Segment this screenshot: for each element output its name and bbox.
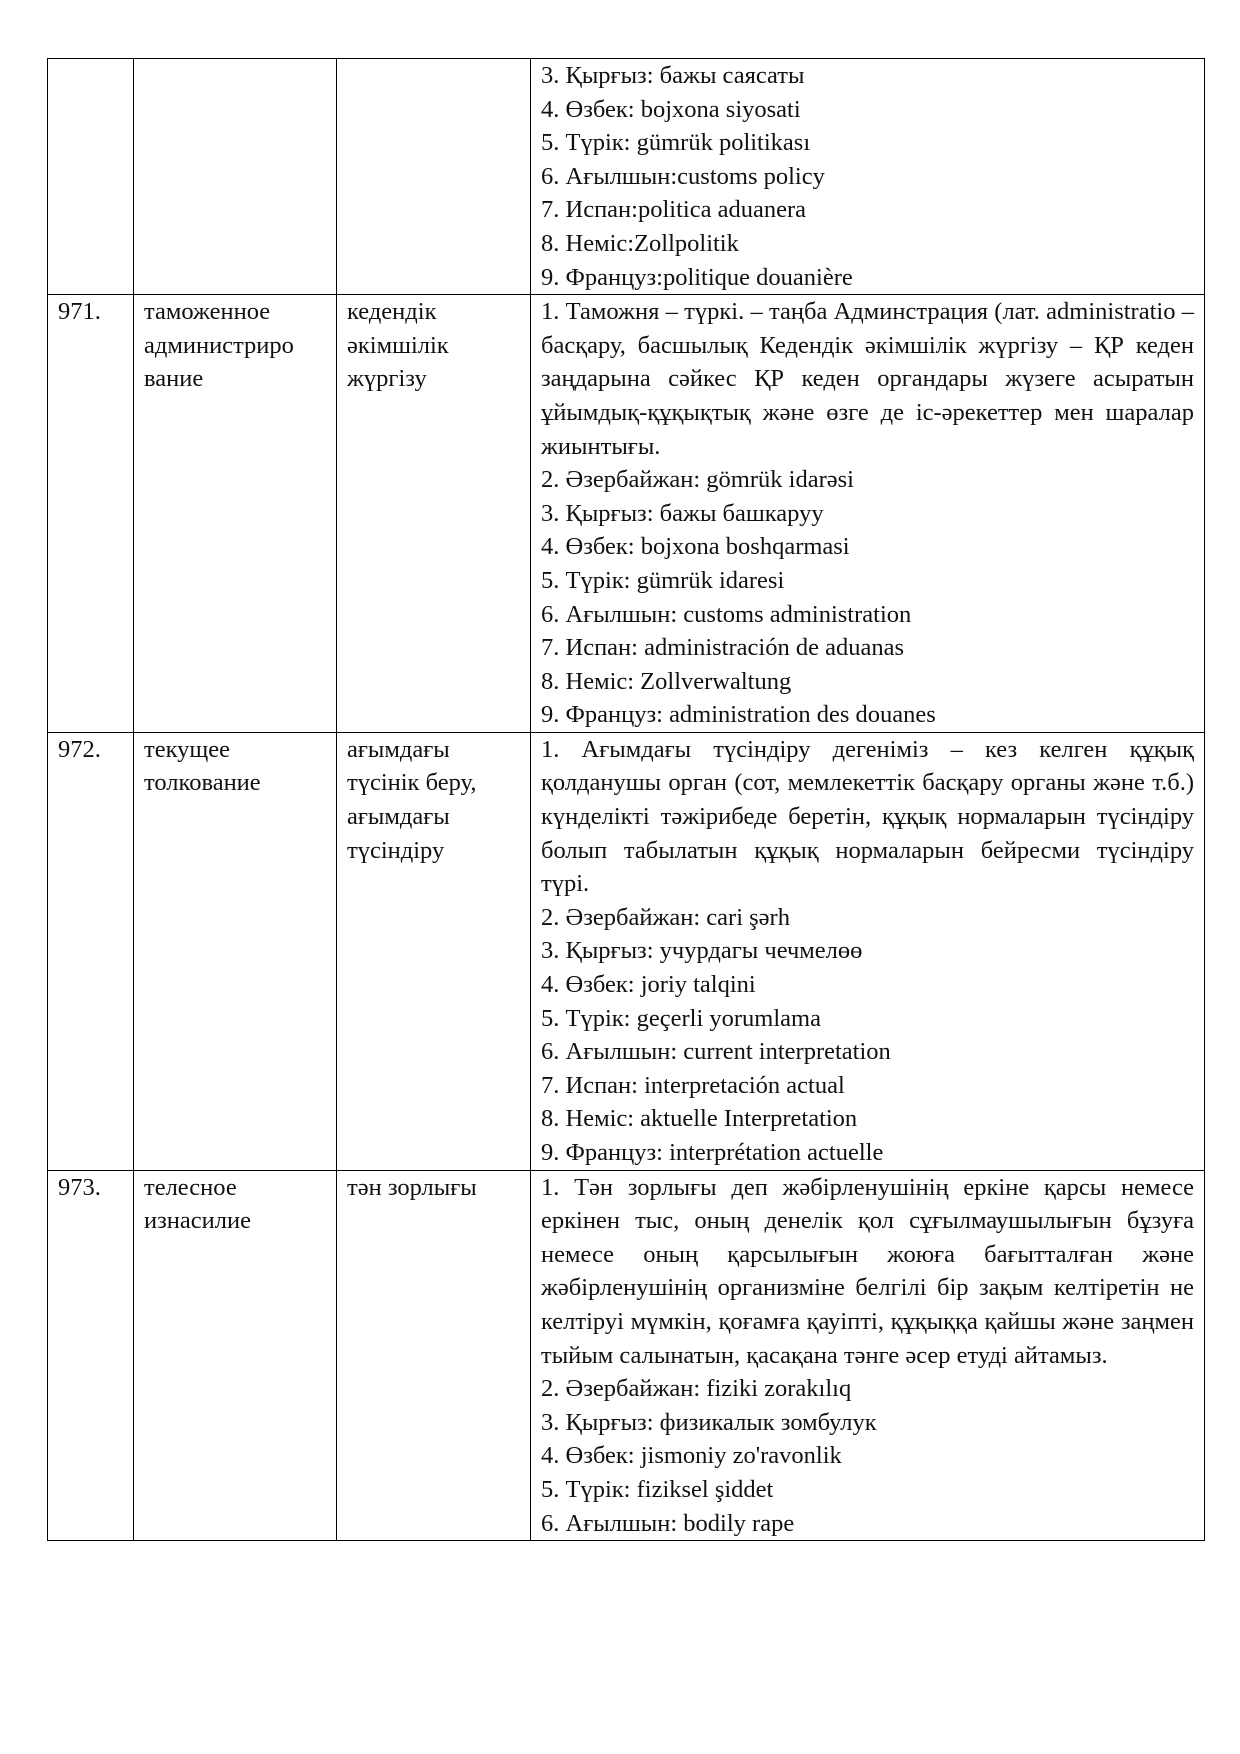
translation-line: 6. Ағылшын: bodily rape [541, 1509, 795, 1537]
kazakh-term-cell [337, 732, 531, 1170]
definition-cell [531, 1170, 1205, 1541]
translation-line: 4. Өзбек: bojxona siyosati [541, 95, 801, 123]
russian-term-line: таможенное [144, 298, 271, 326]
translation-line: 2. Әзербайжан: cari şərh [541, 903, 790, 931]
definition-text: 1. Таможня – түркі. – таңба Админстрация (лат. administratio – басқару, басшылық Кедендік әкімшілік жүргізу – ҚР кеден заңдарына сәйкес ҚР кеден органдары жүзеге асыратын ұйымдық-құқықтық және өзге де іс-әрекеттер мен шаралар жиынтығы. [541, 298, 1194, 460]
kazakh-term-line: түсінік беру, [347, 769, 477, 797]
term-number: 973. [58, 1173, 101, 1201]
translation-line: 5. Түрік: gümrük politikası [541, 129, 811, 157]
kazakh-term-line: ағымдағы [347, 803, 450, 831]
russian-term-line: вание [144, 365, 204, 393]
definition-cell [531, 59, 1205, 295]
translation-line: 3. Қырғыз: бажы саясаты [541, 62, 805, 89]
definition-text: 1. Тән зорлығы деп жәбірленушінің еркіне қарсы немесе еркінен тыс, оның денелік қол сұғылмаушылығын бұзуға немесе оның қарсылығын жоюға бағытталған және жәбірленушінің организміне белгілі бір зақым келтіретін не келтіруі мүмкін, қоғамға қауіпті, құқыққа қайшы және заңмен тыйым салынатын, қасақана тәнге әсер етуді айтамыз. [541, 1173, 1194, 1369]
kazakh-term-line: жүргізу [347, 365, 427, 393]
glossary-table [47, 58, 1205, 1541]
term-number-cell [48, 1170, 134, 1541]
russian-term-cell [134, 1170, 337, 1541]
document-page [47, 58, 1204, 1541]
translation-line: 2. Әзербайжан: gömrük idarəsi [541, 466, 854, 494]
russian-term-cell [134, 59, 337, 295]
kazakh-term-cell [337, 1170, 531, 1541]
russian-term-cell [134, 732, 337, 1170]
translation-line: 5. Түрік: geçerli yorumlama [541, 1004, 821, 1032]
russian-term-line: администриро [144, 331, 294, 359]
translation-line: 3. Қырғыз: физикалык зомбулук [541, 1408, 877, 1436]
translation-line: 3. Қырғыз: бажы башкаруу [541, 499, 824, 527]
definition-cell [531, 732, 1205, 1170]
kazakh-term-line: тән зорлығы [347, 1173, 477, 1201]
translation-line: 2. Әзербайжан: fiziki zorakılıq [541, 1375, 852, 1403]
translation-line: 7. Испан:politica aduanera [541, 196, 806, 224]
table-row [48, 59, 1205, 295]
term-number-cell [48, 732, 134, 1170]
definition-text: 1. Ағымдағы түсіндіру дегеніміз – кез келген құқық қолданушы орган (сот, мемлекеттік басқару органы және т.б.) күнделікті тәжірибеде беретін, құқық нормаларын түсіндіру болып табылатын құқық нормаларын бейресми түсіндіру түрі. [541, 735, 1194, 898]
russian-term-line: текущее [144, 735, 231, 763]
kazakh-term-line: әкімшілік [347, 331, 449, 359]
translation-line: 4. Өзбек: bojxona boshqarmasi [541, 533, 850, 561]
translation-line: 4. Өзбек: jismoniy zo'ravonlik [541, 1442, 842, 1470]
russian-term-cell [134, 295, 337, 733]
glossary-table-body [48, 59, 1205, 1541]
definition-cell [531, 295, 1205, 733]
translation-line: 8. Неміс:Zollpolitik [541, 229, 739, 257]
term-number: 972. [58, 735, 101, 763]
translation-line: 9. Француз: interprétation actuelle [541, 1139, 884, 1166]
translation-line: 5. Түрік: gümrük idaresi [541, 566, 785, 594]
translation-line: 7. Испан: administración de aduanas [541, 634, 904, 662]
table-row [48, 732, 1205, 1170]
kazakh-term-cell [337, 295, 531, 733]
translation-line: 6. Ағылшын: customs administration [541, 600, 912, 628]
term-number-cell [48, 295, 134, 733]
table-row [48, 1170, 1205, 1541]
translation-line: 8. Неміс: Zollverwaltung [541, 667, 792, 695]
translation-line: 9. Француз: administration des douanes [541, 701, 936, 729]
kazakh-term-line: түсіндіру [347, 836, 445, 864]
translation-line: 6. Ағылшын: current interpretation [541, 1038, 891, 1066]
translation-line: 8. Неміс: aktuelle Interpretation [541, 1105, 858, 1133]
russian-term-line: изнасилие [144, 1207, 251, 1235]
kazakh-term-cell [337, 59, 531, 295]
table-row [48, 295, 1205, 733]
translation-line: 4. Өзбек: joriy talqini [541, 971, 756, 999]
russian-term-line: толкование [144, 769, 261, 797]
term-number-cell [48, 59, 134, 295]
kazakh-term-line: кедендік [347, 298, 437, 326]
kazakh-term-line: ағымдағы [347, 735, 450, 763]
translation-line: 7. Испан: interpretación actual [541, 1071, 845, 1099]
term-number: 971. [58, 298, 101, 326]
translation-line: 3. Қырғыз: учурдагы чечмелөө [541, 937, 863, 965]
translation-line: 5. Түрік: fiziksel şiddet [541, 1475, 774, 1503]
translation-line: 9. Француз:politique douanière [541, 263, 853, 291]
russian-term-line: телесное [144, 1173, 237, 1201]
translation-line: 6. Ағылшын:customs policy [541, 162, 825, 190]
